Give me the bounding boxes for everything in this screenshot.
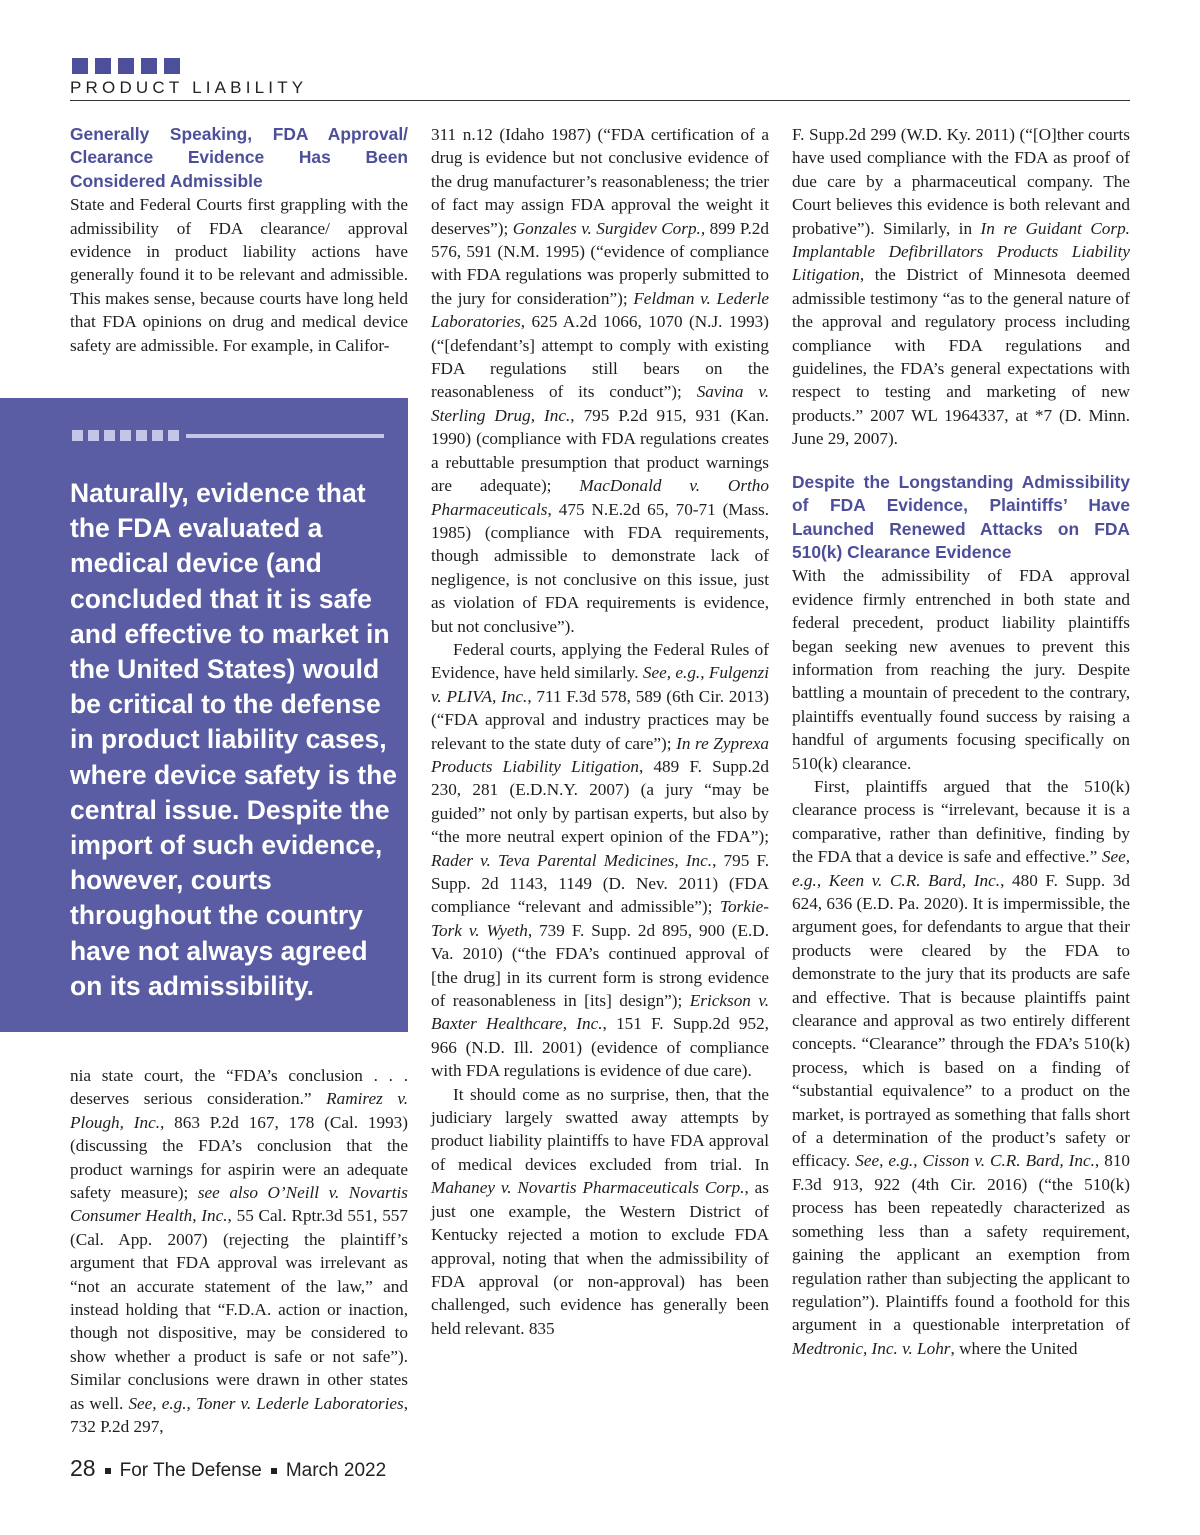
- column-1-top: [70, 123, 408, 357]
- paragraph: Federal courts, applying the Federal Rules of Evidence, have held similarly. See, e.g., Fulgenzi v. PLIVA, Inc., 711 F.3d 578, 589 (6th Cir. 2013) (“FDA approval and industry practices may be relevant to the state duty of care”); In re Zyprexa Products Liability Litigation, 489 F. Supp.2d 230, 281 (E.D.N.Y. 2007) (a jury “may be guided” not only by partisan experts, but also by “the more neutral expert opinion of the FDA”); Rader v. Teva Parental Medicines, Inc., 795 F. Supp. 2d 1143, 1149 (D. Nev. 2011) (FDA compliance “relevant and admissible”); Torkie-Tork v. Wyeth, 739 F. Supp. 2d 895, 900 (E.D. Va. 2010) (“the FDA’s continued approval of [the drug] in its current form is strong evidence of reasonableness in [its] design”); Erickson v. Baxter Healthcare, Inc., 151 F. Supp.2d 952, 966 (N.D. Ill. 2001) (evidence of compliance with FDA regulations is evidence of due care).: [431, 639, 769, 1081]
- publication-name: For The Defense: [119, 1460, 262, 1481]
- pull-quote-text: Naturally, evidence that the FDA evaluated a medical device (and concluded that it is safe and effective to market in the United States) would be critical to the defense in product liability cases, where device safety is the central issue. Despite the import of such evidence, however, courts throughout the country have not always agreed on its admissibility.: [70, 478, 397, 1001]
- column-1-bottom: [70, 1064, 408, 1439]
- paragraph: State and Federal Courts first grappling with the admissibility of FDA clearance/ approval evidence in product liability actions have generally found it to be relevant and admissible. This makes sense, because courts have long held that FDA opinions on drug and medical device safety are admissible. For example, in Califor-: [70, 195, 408, 355]
- issue-date: March 2022: [285, 1460, 387, 1481]
- paragraph: nia state court, the “FDA’s conclusion . . . deserves serious consideration.” Ramirez v. Plough, Inc., 863 P.2d 167, 178 (Cal. 1993) (discussing the FDA’s conclusion that the product warnings for aspirin were an adequate safety measure); see also O’Neill v. Novartis Consumer Health, Inc., 55 Cal. Rptr.3d 551, 557 (Cal. App. 2007) (rejecting the plaintiff’s argument that FDA approval was irrelevant as “not an accurate statement of the law,” and instead holding that “F.D.A. action or inaction, though not dispositive, may be considered to show whether a product is safe or not safe”). Similar conclusions were drawn in other states as well. See, e.g., Toner v. Lederle Laboratories, 732 P.2d 297,: [70, 1066, 409, 1437]
- pull-quote-squares-decoration: [72, 430, 184, 448]
- section-label: PRODUCT LIABILITY: [70, 78, 308, 97]
- paragraph: It should come as no surprise, then, that the judiciary largely swatted away attempts by product liability plaintiffs to have FDA approval of medical devices excluded from trial. In Mahaney v. Novartis Pharmaceuticals Corp., as just one example, the Western District of Kentucky rejected a motion to exclude FDA approval, noting that when the admissibility of FDA approval (or non-approval) has been challenged, such evidence has generally been held relevant. 835: [431, 1084, 769, 1338]
- section-heading-2: Despite the Longstanding Admissibility of FDA Evidence, Plaintiffs’ Have Launched Renewed Attacks on FDA 510(k) Clearance Evidence: [792, 471, 1130, 562]
- pull-quote-box: [0, 398, 408, 1032]
- column-3: [792, 123, 1130, 1360]
- paragraph: With the admissibility of FDA approval evidence firmly entrenched in both state and federal precedent, product liability plaintiffs began seeking new avenues to prevent this information from reaching the jury. Despite battling a mountain of precedent to the contrary, plaintiffs eventually found success by raising a handful of arguments focusing specifically on 510(k) clearance.: [792, 566, 1130, 773]
- paragraph: F. Supp.2d 299 (W.D. Ky. 2011) (“[O]ther courts have used compliance with the FDA as proof of due care by a pharmaceutical company. The Court believes this evidence is both relevant and probative”). Similarly, in In re Guidant Corp. Implantable Defibrillators Products Liability Litigation, the District of Minnesota deemed admissible testimony “as to the general nature of the approval and regulatory process including compliance with FDA regulations and guidelines, the FDA’s general expectations with respect to testing and marketing of new products.” 2007 WL 1964337, at *7 (D. Minn. June 29, 2007).: [792, 125, 1130, 449]
- bullet-separator: [271, 1468, 277, 1474]
- header-squares-decoration: [72, 58, 187, 74]
- header-rule: [70, 100, 1130, 101]
- pull-quote-rule: [186, 434, 384, 438]
- column-2: [431, 123, 769, 1340]
- section-heading-1: Generally Speaking, FDA Approval/ Clearance Evidence Has Been Considered Admissible: [70, 124, 408, 191]
- bullet-separator: [105, 1468, 111, 1474]
- page-number: 28: [70, 1455, 96, 1481]
- paragraph: First, plaintiffs argued that the 510(k) clearance process is “irrelevant, because it is a comparative, rather than definitive, finding by the FDA that a device is safe and effective.” See, e.g., Keen v. C.R. Bard, Inc., 480 F. Supp. 3d 624, 636 (E.D. Pa. 2020). It is impermissible, the argument goes, for defendants to argue that their products were cleared by the FDA to demonstrate to the jury that its products are safe and effective. That is because plaintiffs paint clearance and approval as two entirely different concepts. “Clearance” through the FDA’s 510(k) process, which is based on a finding of “substantial equivalence” to a product on the market, is portrayed as something that falls short of a determination of the product’s safety or efficacy. See, e.g., Cisson v. C.R. Bard, Inc., 810 F.3d 913, 922 (4th Cir. 2016) (“the 510(k) process has been repeatedly characterized as something less than a safety requirement, gaining the applicant an exemption from regulation rather than subjecting the applicant to regulation”). Plaintiffs found a foothold for this argument in a questionable interpretation of Medtronic, Inc. v. Lohr, where the United: [792, 776, 1131, 1358]
- page-footer: [70, 1455, 386, 1482]
- paragraph: 311 n.12 (Idaho 1987) (“FDA certification of a drug is evidence but not conclusive evidence of the drug manufacturer’s reasonableness; the trier of fact may assign FDA approval the weight it deserves”); Gonzales v. Surgidev Corp., 899 P.2d 576, 591 (N.M. 1995) (“evidence of compliance with FDA regulations was properly submitted to the jury for consideration”); Feldman v. Lederle Laboratories, 625 A.2d 1066, 1070 (N.J. 1993) (“[defendant’s] attempt to comply with existing FDA regulations still bears on the reasonableness of its conduct”); Savina v. Sterling Drug, Inc., 795 P.2d 915, 931 (Kan. 1990) (compliance with FDA regulations creates a rebuttable presumption that product warnings are adequate); MacDonald v. Ortho Pharmaceuticals, 475 N.E.2d 65, 70-71 (Mass. 1985) (compliance with FDA requirements, though admissible to demonstrate lack of negligence, is not conclusive on this issue, just as violation of FDA requirements is evidence, but not conclusive”).: [431, 125, 769, 636]
